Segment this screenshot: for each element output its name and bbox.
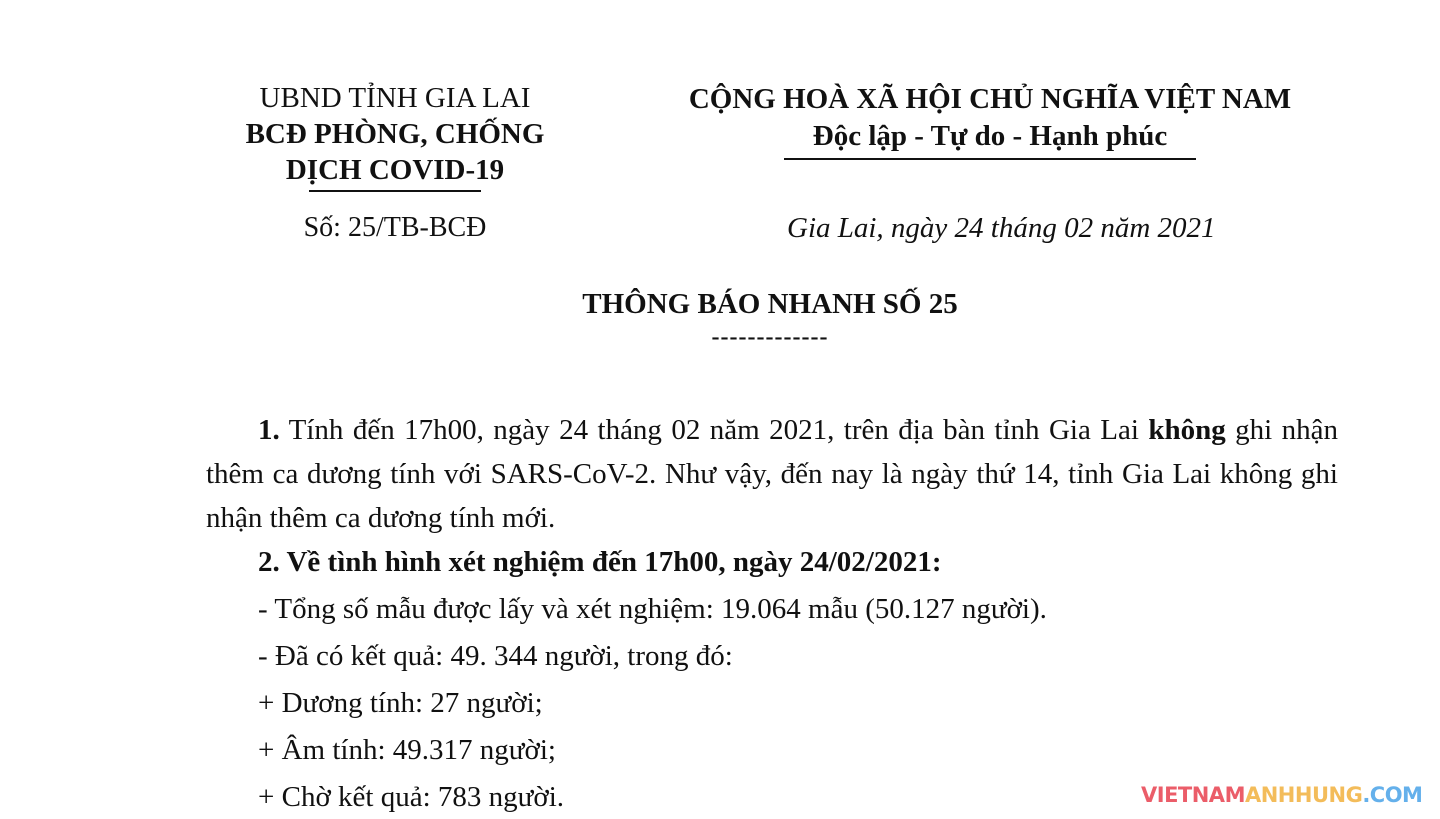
watermark-part-2: ANHHUNG [1244, 783, 1363, 807]
place-and-date: Gia Lai, ngày 24 tháng 02 năm 2021 [787, 212, 1216, 244]
national-motto: Độc lập - Tự do - Hạnh phúc [812, 120, 1168, 152]
section-2-heading: 2. Về tình hình xét nghiệm đến 17h00, ngày 24/02/2021: [258, 546, 942, 578]
national-header-block [640, 80, 1340, 160]
section-1-text-b: ghi nhận thêm ca dương tính với SARS-CoV-2. Như vậy, đến nay là ngày thứ 14, tỉnh Gia Lai không ghi nhận thêm ca dương tính mới. [206, 414, 1338, 534]
committee-name-line1: BCĐ PHÒNG, CHỐNG [245, 118, 545, 150]
list-item-pending: + Chờ kết quả: 783 người. [258, 781, 565, 813]
list-item-negative: + Âm tính: 49.317 người; [258, 734, 556, 766]
section-1-paragraph [206, 408, 1338, 540]
list-item-total-samples: - Tổng số mẫu được lấy và xét nghiệm: 19.064 mẫu (50.127 người). [258, 593, 1047, 625]
section-1-text-a: Tính đến 17h00, ngày 24 tháng 02 năm 2021, trên địa bàn tỉnh Gia Lai [279, 414, 1149, 446]
header-divider-right [784, 158, 1196, 160]
header-divider-left [309, 190, 481, 192]
issuing-authority-block [200, 80, 590, 246]
list-item-results-received: - Đã có kết quả: 49. 344 người, trong đó: [258, 640, 733, 672]
watermark-part-1: VIETNAM [1141, 783, 1245, 807]
list-item-positive: + Dương tính: 27 người; [258, 687, 543, 719]
document-number: Số: 25/TB-BCĐ [303, 212, 487, 243]
watermark-part-3: .COM [1362, 783, 1423, 807]
committee-name-line2: DỊCH COVID-19 [285, 154, 505, 186]
title-separator: ------------- [711, 324, 829, 350]
authority-name: UBND TỈNH GIA LAI [259, 82, 531, 114]
document-title: THÔNG BÁO NHANH SỐ 25 [582, 288, 958, 320]
section-1-number: 1. [258, 414, 280, 446]
watermark-logo [1141, 782, 1422, 808]
document-body [206, 408, 1338, 819]
national-title: CỘNG HOÀ XÃ HỘI CHỦ NGHĨA VIỆT NAM [688, 83, 1292, 115]
section-1-emphasis: không [1148, 414, 1226, 446]
